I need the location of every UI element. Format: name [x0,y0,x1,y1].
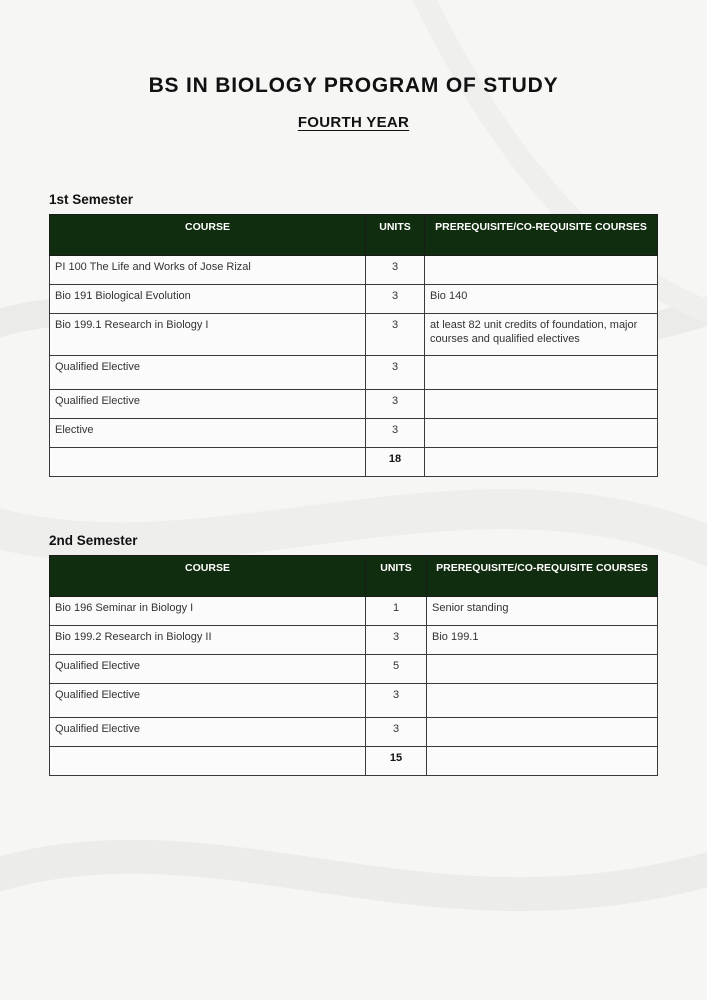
total-row [50,448,658,477]
column-header-course: COURSE [50,556,366,597]
table-row [50,285,658,314]
course-cell: Qualified Elective [50,684,366,718]
total-blank-cell [427,747,658,776]
prereq-cell: Bio 199.1 [427,626,658,655]
prereq-cell [425,356,658,390]
units-cell: 3 [366,718,427,747]
units-cell: 3 [366,684,427,718]
total-blank-cell [50,448,366,477]
course-cell: Bio 196 Seminar in Biology I [50,597,366,626]
total-row [50,747,658,776]
semester-section-2 [49,533,657,776]
units-cell: 3 [366,256,425,285]
course-cell: Qualified Elective [50,718,366,747]
column-header-course: COURSE [50,215,366,256]
course-cell: Elective [50,419,366,448]
total-blank-cell [50,747,366,776]
table-row [50,390,658,419]
course-cell: Bio 199.1 Research in Biology I [50,314,366,356]
page-title: BS IN BIOLOGY PROGRAM OF STUDY [148,74,559,97]
total-blank-cell [425,448,658,477]
prereq-cell [425,390,658,419]
prereq-cell: Senior standing [427,597,658,626]
table-row [50,314,658,356]
total-units-cell: 15 [366,747,427,776]
column-header-prereq: PREREQUISITE/CO-REQUISITE COURSES [427,556,658,597]
course-table [49,214,658,477]
table-row [50,655,658,684]
table-row [50,684,658,718]
table-header-row [50,556,658,597]
course-cell: Bio 191 Biological Evolution [50,285,366,314]
table-row [50,356,658,390]
prereq-cell: Bio 140 [425,285,658,314]
subtitle-text: FOURTH YEAR [297,114,410,131]
prereq-cell [427,655,658,684]
prereq-cell [427,684,658,718]
units-cell: 3 [366,419,425,448]
course-cell: Qualified Elective [50,655,366,684]
semester-label: 2nd Semester [49,533,138,548]
units-cell: 3 [366,356,425,390]
units-cell: 3 [366,390,425,419]
units-cell: 3 [366,285,425,314]
units-cell: 1 [366,597,427,626]
table-row [50,718,658,747]
table-row [50,419,658,448]
units-cell: 3 [366,314,425,356]
units-cell: 3 [366,626,427,655]
table-row [50,256,658,285]
course-cell: Qualified Elective [50,356,366,390]
column-header-units: UNITS [366,215,425,256]
table-header-row [50,215,658,256]
semester-section-1 [49,192,657,477]
table-row [50,597,658,626]
units-cell: 5 [366,655,427,684]
total-units-cell: 18 [366,448,425,477]
page-subtitle [0,114,707,131]
course-table [49,555,658,776]
prereq-cell [427,718,658,747]
semester-label: 1st Semester [49,192,134,207]
column-header-units: UNITS [366,556,427,597]
course-cell: PI 100 The Life and Works of Jose Rizal [50,256,366,285]
prereq-cell: at least 82 unit credits of foundation, major courses and qualified electives [425,314,658,356]
column-header-prereq: PREREQUISITE/CO-REQUISITE COURSES [425,215,658,256]
prereq-cell [425,419,658,448]
prereq-cell [425,256,658,285]
table-row [50,626,658,655]
course-cell: Bio 199.2 Research in Biology II [50,626,366,655]
course-cell: Qualified Elective [50,390,366,419]
